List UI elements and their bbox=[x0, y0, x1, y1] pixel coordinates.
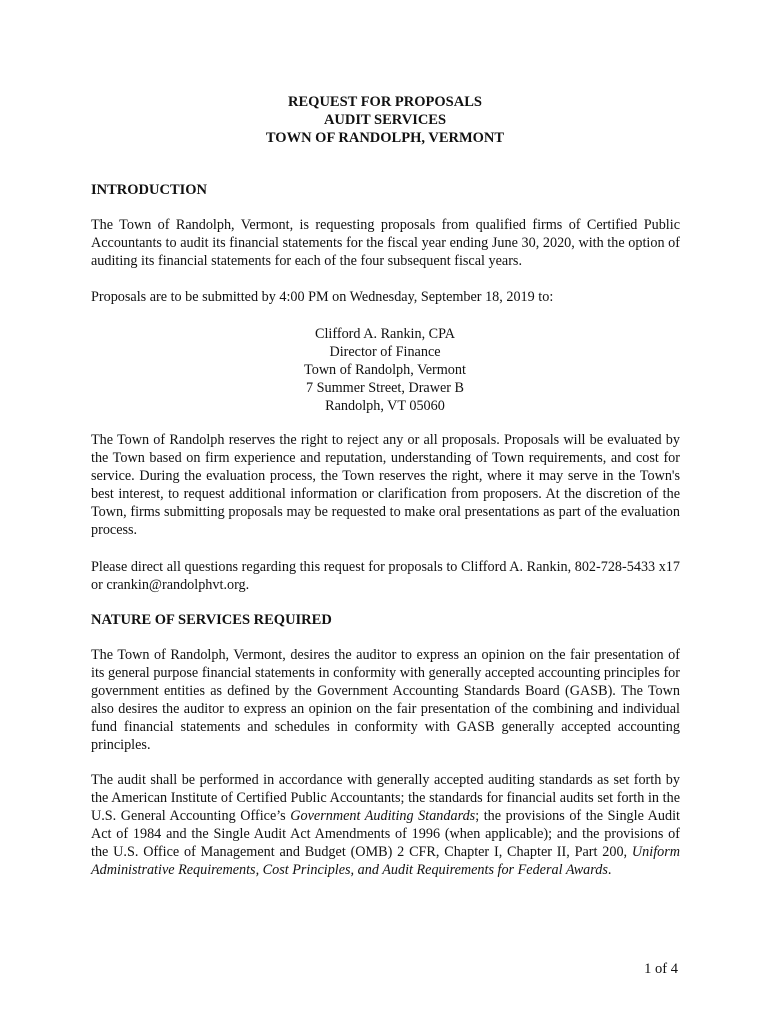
standards-paragraph bbox=[91, 772, 680, 879]
address-name: Clifford A. Rankin, CPA bbox=[315, 326, 455, 342]
deadline-paragraph: Proposals are to be submitted by 4:00 PM on Wednesday, September 18, 2019 to: bbox=[91, 289, 554, 305]
standards-text-1: The audit shall be performed in accordance with generally accepted auditing standards as set forth by the American Institute of Certified Public Accountants; the standards for financial audits set forth in the U.S. General Accounting Office’s bbox=[91, 772, 680, 824]
questions-paragraph: Please direct all questions regarding this request for proposals to Clifford A. Rankin, 802-728-5433 x17 or crankin@randolphvt.org. bbox=[91, 559, 680, 593]
title-line-3: TOWN OF RANDOLPH, VERMONT bbox=[265, 130, 505, 146]
introduction-heading: INTRODUCTION bbox=[91, 182, 208, 198]
address-street: 7 Summer Street, Drawer B bbox=[306, 380, 464, 396]
standards-text-end: . bbox=[607, 861, 612, 878]
standards-italic-1: Government Auditing Standards bbox=[290, 807, 476, 824]
document-title bbox=[0, 93, 770, 147]
address-position: Director of Finance bbox=[329, 344, 441, 360]
page-number: 1 of 4 bbox=[644, 961, 678, 977]
title-line-1: REQUEST FOR PROPOSALS bbox=[288, 94, 482, 110]
title-line-2: AUDIT SERVICES bbox=[323, 112, 447, 128]
intro-paragraph: The Town of Randolph, Vermont, is requesting proposals from qualified firms of Certified Public Accountants to audit its financial statements for the fiscal year ending June 30, 2020, with the option of auditing its financial statements for each of the four subsequent fiscal years. bbox=[91, 217, 680, 269]
nature-heading: NATURE OF SERVICES REQUIRED bbox=[91, 612, 332, 628]
nature-paragraph: The Town of Randolph, Vermont, desires the auditor to express an opinion on the fair presentation of its general purpose financial statements in conformity with generally accepted accounting principles for government entities as defined by the Government Accounting Standards Board (GASB). The Town also desires the auditor to express an opinion on the fair presentation of the combining and individual fund financial statements and schedules in conformity with GASB generally accepted accounting principles. bbox=[91, 647, 680, 753]
reserves-paragraph: The Town of Randolph reserves the right to reject any or all proposals. Proposals will be evaluated by the Town based on firm experience and reputation, understanding of Town requirements, and cost for service. During the evaluation process, the Town reserves the right, where it may serve in the Town's best interest, to request additional information or clarification from proposers. At the discretion of the Town, firms submitting proposals may be requested to make oral presentations as part of the evaluation process. bbox=[91, 432, 680, 538]
address-org: Town of Randolph, Vermont bbox=[304, 362, 466, 378]
submission-address bbox=[0, 325, 770, 415]
standards-italic-2: Uniform Administrative Requirements, Cost Principles, and Audit Requirements for Federal Awards bbox=[91, 843, 680, 878]
standards-text-2: ; the provisions of the Single Audit Act of 1984 and the Single Audit Act Amendments of 1996 (when applicable); and the provisions of the U.S. Office of Management and Budget (OMB) 2 CFR, Chapter I, Chapter II, Part 200, bbox=[91, 807, 680, 860]
address-city: Randolph, VT 05060 bbox=[325, 398, 445, 414]
